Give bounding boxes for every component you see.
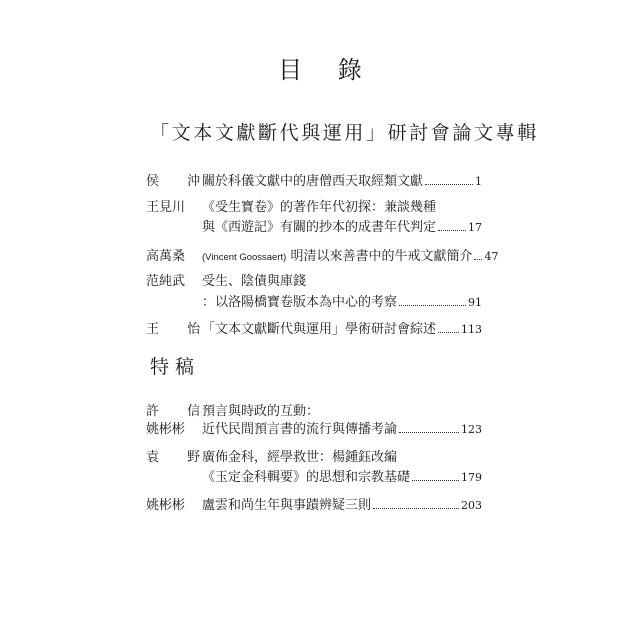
leader-dots: [412, 480, 459, 481]
entry-line: [202, 196, 482, 215]
entry-title: 近代民間預言書的流行與傳播考論: [202, 422, 398, 437]
toc-entry[interactable]: [146, 494, 482, 516]
entry-author: 范純武: [146, 274, 186, 289]
toc-entry-continuation[interactable]: [146, 216, 482, 238]
entry-line: [202, 170, 482, 189]
entry-title: 盧雲和尚生年與事蹟辨疑三則: [202, 498, 372, 513]
section-title-feature: 特稿: [150, 356, 201, 378]
leader-dots: [425, 184, 473, 185]
leader-dots: [399, 305, 466, 306]
entry-title-latin-name: (Vincent Goossaert): [202, 252, 287, 263]
toc-entry[interactable]: [146, 418, 482, 440]
entry-page-number: 91: [468, 296, 482, 309]
entry-line: [202, 318, 482, 337]
entry-line: [202, 245, 499, 264]
section-title-symposium: 「文本文獻斷代與運用」研討會論文專輯: [150, 122, 539, 144]
toc-entry[interactable]: [146, 318, 482, 340]
entry-title-line2: 與《西遊記》有關的抄本的成書年代判定: [202, 220, 437, 235]
entry-author: 姚彬彬: [146, 498, 186, 513]
toc-entry[interactable]: [146, 170, 482, 192]
entry-title: 《受生寶卷》的著作年代初探：兼談幾種: [202, 200, 437, 215]
entry-author: 高萬桑: [146, 249, 186, 264]
entry-line: [202, 291, 482, 310]
entry-author: 王見川: [146, 200, 186, 215]
entry-page-number: 113: [461, 323, 482, 336]
entry-line: [202, 466, 482, 485]
entry-title: 受生、陰債與庫錢: [202, 274, 307, 289]
entry-page-number: 179: [461, 471, 482, 484]
entry-author: 許 信: [146, 404, 213, 419]
leader-dots: [438, 332, 459, 333]
entry-title: 廣佈金科，經學救世：楊鍾鈺改編: [202, 450, 398, 465]
entry-title-line2: 《玉定金科輯要》的思想和宗教基礎: [202, 470, 411, 485]
leader-dots: [474, 259, 482, 260]
leader-dots: [438, 230, 466, 231]
entry-author: 姚彬彬: [146, 422, 186, 437]
entry-line: [202, 400, 482, 419]
entry-title: [202, 245, 472, 264]
entry-page-number: 47: [484, 250, 499, 263]
toc-entry[interactable]: [146, 196, 482, 218]
entry-title: 「文本文獻斷代與運用」學術研討會綜述: [202, 322, 437, 337]
entry-line: [202, 446, 482, 465]
entry-page-number: 203: [461, 499, 482, 512]
entry-page-number: 123: [461, 423, 482, 436]
entry-line: [202, 216, 482, 235]
entry-author: 王 怡: [146, 322, 213, 337]
entry-page-number: 1: [475, 175, 482, 188]
entry-title-line2: ：以洛陽橋寶卷版本為中心的考察: [202, 295, 398, 310]
entry-title-text: 明清以來善書中的牛戒文獻簡介: [290, 249, 473, 264]
entry-page-number: 17: [468, 221, 482, 234]
entry-title: 關於科儀文獻中的唐僧西天取經類文獻: [202, 174, 424, 189]
leader-dots: [399, 432, 459, 433]
page-title: 目 錄: [278, 56, 376, 84]
entry-author: 侯 沖: [146, 174, 213, 189]
toc-entry[interactable]: [146, 245, 499, 267]
leader-dots: [373, 508, 459, 509]
entry-line: [202, 418, 482, 437]
entry-line: [202, 270, 482, 289]
toc-entry-continuation[interactable]: [146, 291, 482, 313]
toc-entry-continuation[interactable]: [146, 466, 482, 488]
entry-author: 袁 野: [146, 450, 213, 465]
entry-title: 預言與時政的互動：: [202, 404, 320, 419]
toc-entry[interactable]: [146, 270, 482, 292]
entry-line: [202, 494, 482, 513]
toc-entry[interactable]: [146, 446, 482, 468]
